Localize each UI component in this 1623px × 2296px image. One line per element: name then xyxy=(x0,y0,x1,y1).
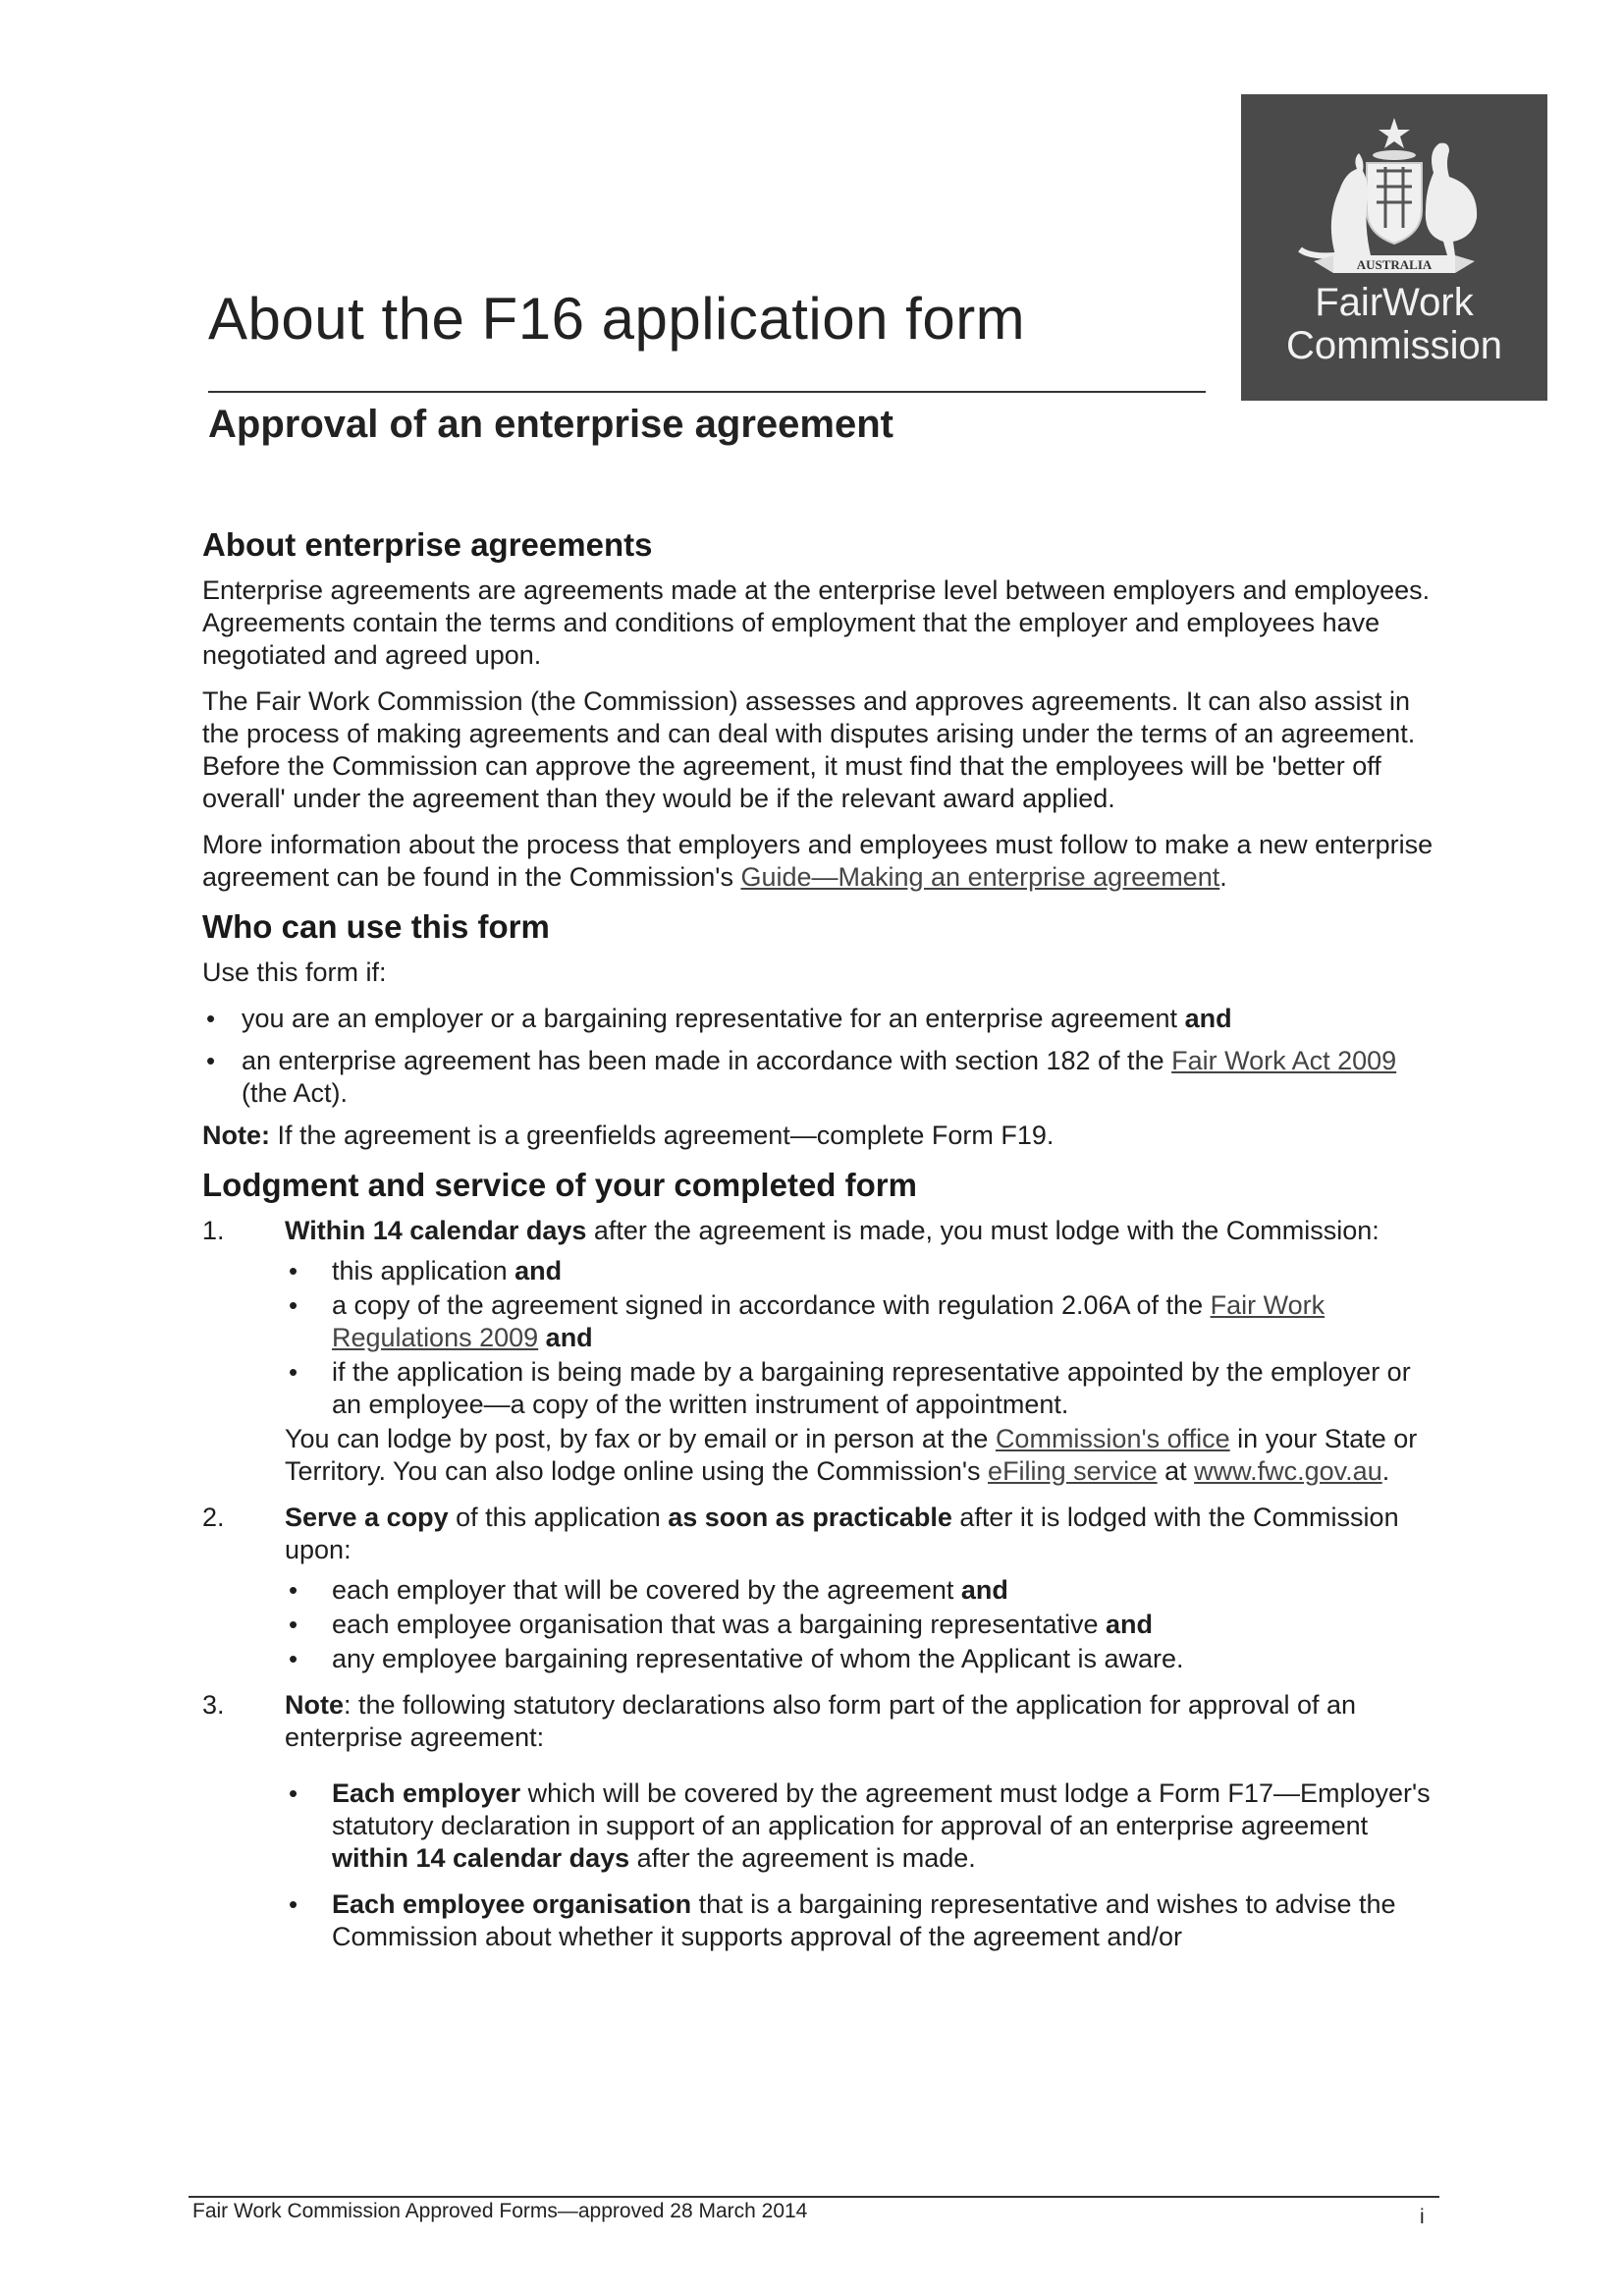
list-item: • if the application is being made by a bargaining representative appointed by the employer or an employee—a copy of the written instrument of appointment. xyxy=(285,1356,1439,1421)
section-lodgment xyxy=(202,1166,1439,1953)
paragraph: More information about the process that employers and employees must follow to make a new enterprise agreement can be found in the Commission's Guide—Making an enterprise agreement. xyxy=(202,830,1434,892)
note: Note: If the agreement is a greenfields agreement—complete Form F19. xyxy=(202,1121,1055,1150)
paragraph: Enterprise agreements are agreements made at the enterprise level between employers and employees. Agreements contain the terms and conditions of employment that the employer and employees have negotiated and agreed upon. xyxy=(202,575,1431,670)
section-heading-who: Who can use this form xyxy=(202,908,550,945)
list-item: • an enterprise agreement has been made in accordance with section 182 of the Fair Work Act 2009 (the Act). xyxy=(202,1045,1439,1110)
paragraph: Use this form if: xyxy=(202,957,387,987)
fair-work-regulations-link[interactable]: Fair Work Regulations 2009 xyxy=(332,1290,1325,1352)
fair-work-commission-logo xyxy=(1241,94,1547,401)
list-item: • Each employer which will be covered by the agreement must lodge a Form F17—Employer's statutory declaration in support of an application for approval of an enterprise agreement within 14 calendar days after the agreement is made. xyxy=(285,1777,1439,1875)
efiling-link[interactable]: eFiling service xyxy=(988,1456,1158,1486)
section-heading-about: About enterprise agreements xyxy=(202,526,653,563)
title-divider xyxy=(208,391,1206,393)
list-item: • each employee organisation that was a bargaining representative and xyxy=(285,1609,1439,1641)
list-item: • a copy of the agreement signed in accordance with regulation 2.06A of the Fair Work Regulations 2009 and xyxy=(285,1289,1439,1354)
numbered-item: 2. Serve a copy of this application as soon as practicable after it is lodged with the Commission upon: xyxy=(202,1503,1399,1564)
list-item: • this application and xyxy=(285,1255,1439,1287)
footer-divider xyxy=(189,2196,1439,2198)
numbered-item: 1. Within 14 calendar days after the agreement is made, you must lodge with the Commission: xyxy=(202,1216,1380,1245)
fwc-website-link[interactable]: www.fwc.gov.au xyxy=(1194,1456,1382,1486)
page-subtitle: Approval of an enterprise agreement xyxy=(208,403,893,446)
commission-office-link[interactable]: Commission's office xyxy=(995,1424,1230,1453)
section-who xyxy=(202,907,1439,1152)
paragraph: You can lodge by post, by fax or by email or in person at the Commission's office in your State or Territory. You can also lodge online using the Commission's eFiling service at www.fwc.gov.au. xyxy=(285,1424,1418,1486)
section-about xyxy=(202,525,1439,894)
logo-word-commission: Commission xyxy=(1285,324,1503,367)
list-item: • you are an employer or a bargaining representative for an enterprise agreement and xyxy=(202,1003,1439,1035)
fair-work-act-link[interactable]: Fair Work Act 2009 xyxy=(1171,1046,1397,1075)
coat-of-arms-icon xyxy=(1296,112,1492,279)
list-item: • any employee bargaining representative of whom the Applicant is aware. xyxy=(285,1643,1439,1675)
logo-word-fairwork: FairWork xyxy=(1315,281,1474,324)
guide-link[interactable]: Guide—Making an enterprise agreement xyxy=(740,862,1220,892)
page-title: About the F16 application form xyxy=(208,286,1026,352)
section-heading-lodgment: Lodgment and service of your completed form xyxy=(202,1167,917,1203)
list-item: • Each employee organisation that is a bargaining representative and wishes to advise the Commission about whether it supports approval of the agreement and/or xyxy=(285,1888,1439,1953)
paragraph: The Fair Work Commission (the Commission) assesses and approves agreements. It can also assist in the process of making agreements and can deal with disputes arising under the terms of an agreement. Before the Commission can approve the agreement, it must find that the employees will be 'better off overall' under the agreement than they would be if the relevant award applied. xyxy=(202,686,1416,813)
main-content xyxy=(202,525,1439,1955)
footer-text: Fair Work Commission Approved Forms—approved 28 March 2014 xyxy=(192,2200,808,2222)
list-item: • each employer that will be covered by the agreement and xyxy=(285,1574,1439,1607)
numbered-item: 3. Note: the following statutory declarations also form part of the application for approval of an enterprise agreement: xyxy=(202,1690,1357,1752)
svg-text:AUSTRALIA: AUSTRALIA xyxy=(1356,257,1433,272)
page-number: i xyxy=(1420,2206,1425,2228)
